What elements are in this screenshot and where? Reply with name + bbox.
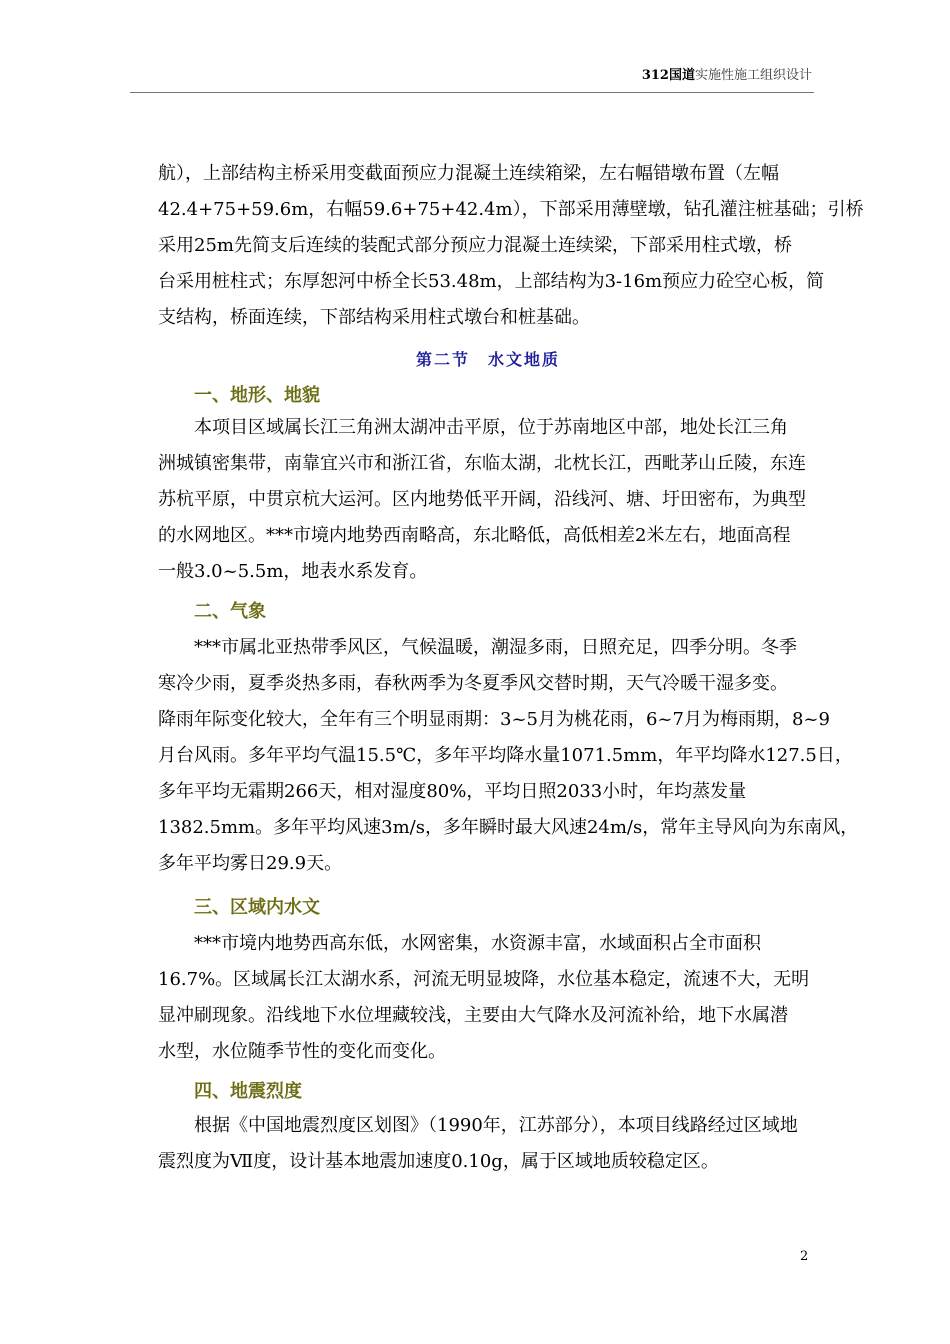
text-line: 42.4+75+59.6m，右幅59.6+75+42.4m），下部采用薄壁墩，钻孔灌注桩基础；引桥	[158, 199, 864, 220]
text-line: 月台风雨。多年平均气温15.5℃，多年平均降水量1071.5mm，年平均降水127.5日，	[158, 745, 853, 766]
text-line: 寒冷少雨，夏季炎热多雨，春秋两季为冬夏季风交替时期，天气冷暖干湿多变。	[158, 673, 788, 694]
section-title: 第二节 水文地质	[415, 350, 560, 369]
running-header	[590, 64, 812, 83]
text-line: 水型，水位随季节性的变化而变化。	[158, 1041, 446, 1062]
paragraph-bridges	[158, 156, 864, 336]
text-line: 显冲刷现象。沿线地下水位埋藏较浅，主要由大气降水及河流补给，地下水属潜	[158, 1005, 788, 1026]
text-line: 台采用桩柱式；东厚恕河中桥全长53.48m，上部结构为3-16m预应力砼空心板，简	[158, 271, 825, 292]
text-line: 支结构，桥面连续，下部结构采用柱式墩台和桩基础。	[158, 307, 590, 328]
page-number: 2	[800, 1249, 809, 1264]
text-line: 降雨年际变化较大，全年有三个明显雨期：3~5月为桃花雨，6~7月为梅雨期，8~9	[158, 709, 830, 730]
text-line: 根据《中国地震烈度区划图》（1990年，江苏部分），本项目线路经过区域地	[158, 1115, 798, 1136]
text-line: 苏杭平原，中贯京杭大运河。区内地势低平开阔，沿线河、塘、圩田密布，为典型	[158, 489, 806, 510]
header-title-bold: 312国道	[641, 68, 695, 83]
text-line: 本项目区域属长江三角洲太湖冲击平原，位于苏南地区中部，地处长江三角	[158, 417, 788, 438]
text-line: 多年平均雾日29.9天。	[158, 853, 343, 874]
text-line: 洲城镇密集带，南靠宜兴市和浙江省，东临太湖，北枕长江，西毗茅山丘陵，东连	[158, 453, 806, 474]
text-line: 的水网地区。***市境内地势西南略高，东北略低，高低相差2米左右，地面高程	[158, 525, 791, 546]
subheading-terrain: 一、地形、地貌	[194, 385, 320, 406]
text-line: ***市属北亚热带季风区，气候温暖，潮湿多雨，日照充足，四季分明。冬季	[158, 637, 797, 658]
text-line: 16.7%。区域属长江太湖水系，河流无明显坡降，水位基本稳定，流速不大，无明	[158, 969, 810, 990]
paragraph-seismic	[158, 1108, 818, 1180]
paragraph-terrain	[158, 410, 818, 590]
text-line: 多年平均无霜期266天，相对湿度80%，平均日照2033小时，年均蒸发量	[158, 781, 747, 802]
text-line: 一般3.0~5.5m，地表水系发育。	[158, 561, 428, 582]
paragraph-climate	[158, 630, 859, 882]
text-line: 航），上部结构主桥采用变截面预应力混凝土连续箱梁，左右幅错墩布置（左幅	[158, 163, 779, 184]
text-line: 震烈度为Ⅶ度，设计基本地震加速度0.10g，属于区域地质较稳定区。	[158, 1151, 719, 1172]
subheading-climate: 二、气象	[194, 601, 266, 622]
subheading-hydrology: 三、区域内水文	[194, 897, 320, 918]
subheading-seismic: 四、地震烈度	[194, 1081, 302, 1102]
header-title-rest: 实施性施工组织设计	[694, 68, 812, 83]
text-line: 采用25m先简支后连续的装配式部分预应力混凝土连续梁，下部采用柱式墩，桥	[158, 235, 792, 256]
paragraph-hydrology	[158, 926, 818, 1070]
text-line: 1382.5mm。多年平均风速3m/s，多年瞬时最大风速24m/s，常年主导风向为东南风，	[158, 817, 859, 838]
header-rule	[130, 92, 814, 93]
text-line: ***市境内地势西高东低，水网密集，水资源丰富，水域面积占全市面积	[158, 933, 761, 954]
